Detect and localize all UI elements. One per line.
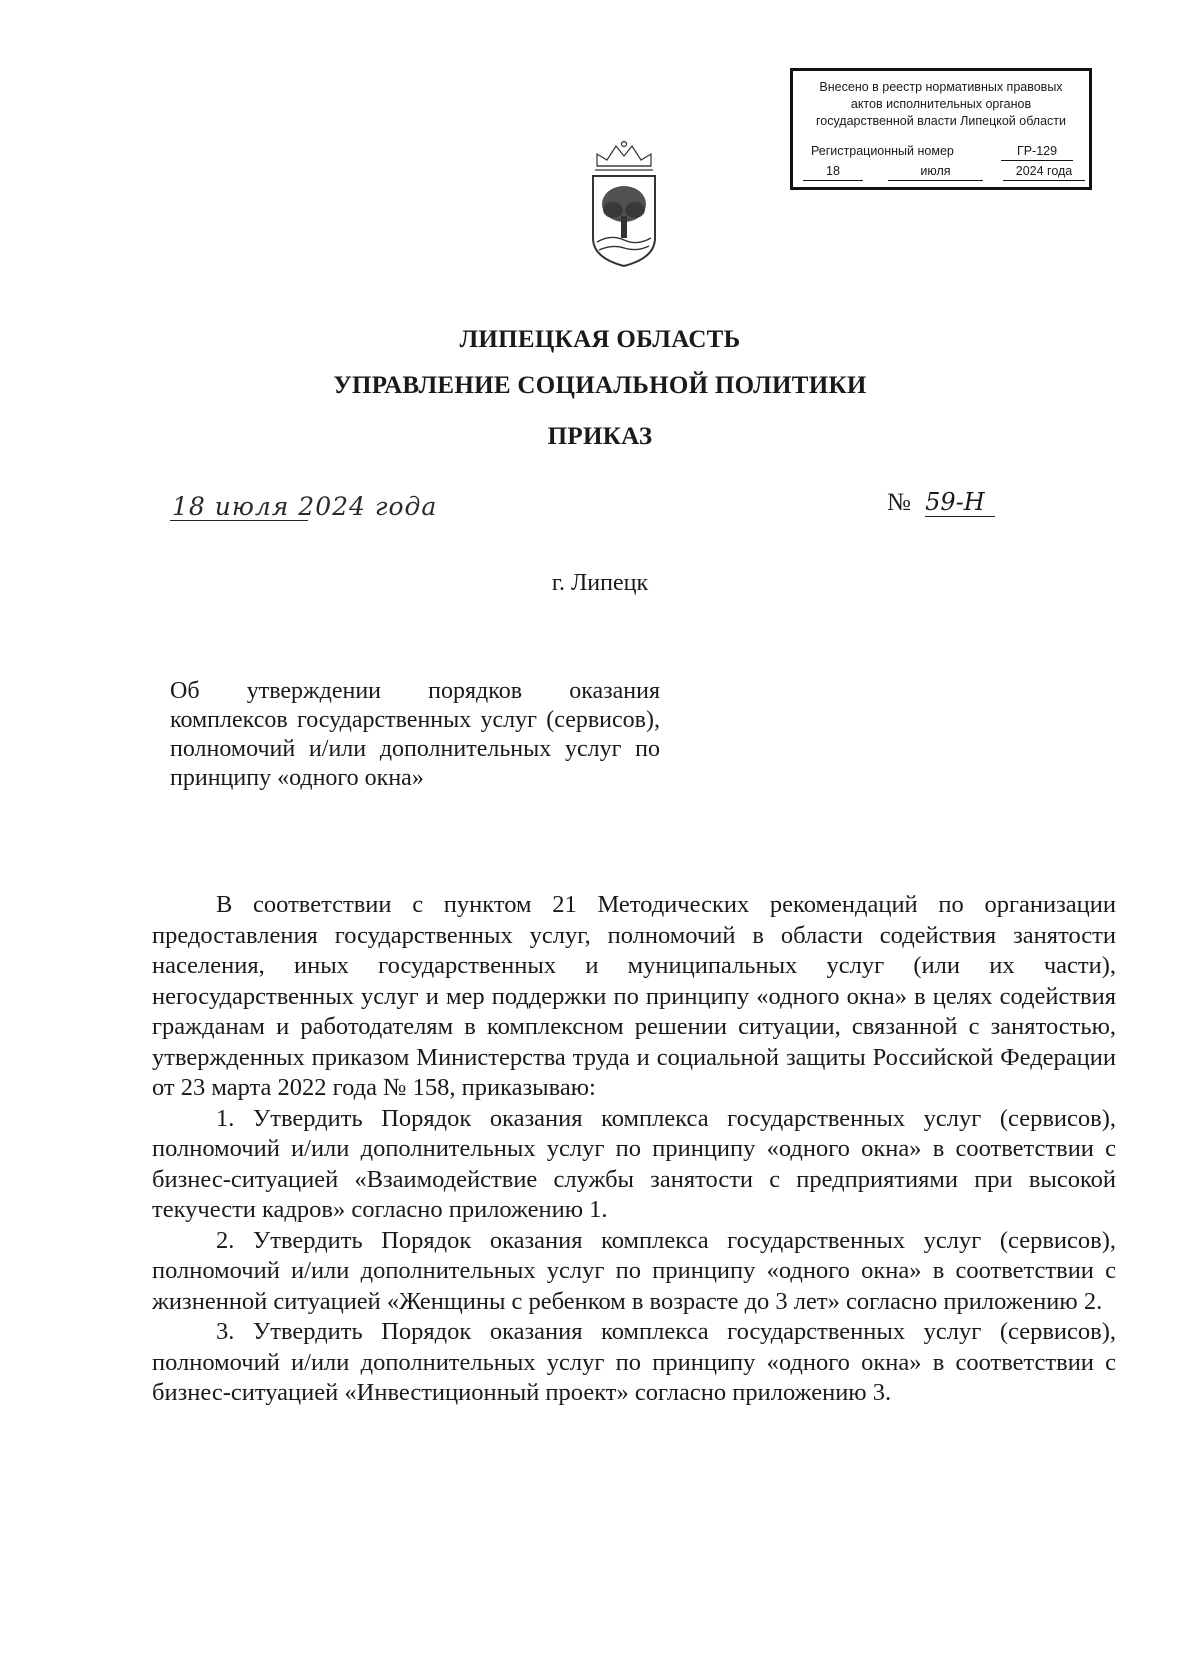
order-item-1: 1. Утвердить Порядок оказания комплекса государственных услуг (сервисов), полномочий и/или дополнительных услуг по принципу «одного окна» в соответствии с бизнес-ситуацией «Взаимодействие службы занятости с предприятиями при высокой текучести кадров» согласно приложению 1. [152, 1104, 1116, 1223]
order-subject: Об утверждении порядков оказания комплексов государственных услуг (сервисов), полномочий и/или дополнительных услуг по принципу «одного окна» [170, 678, 660, 791]
number-sign: № [887, 489, 911, 516]
stamp-line: Внесено в реестр нормативных правовых [819, 80, 1063, 94]
stamp-date-day: 18 [803, 163, 863, 181]
stamp-registration-label: Регистрационный номер [811, 144, 954, 158]
stamp-date-row [803, 163, 1085, 180]
order-date-underline [170, 520, 308, 521]
order-number-handwritten: 59-Н [925, 488, 995, 517]
stamp-line: государственной власти Липецкой области [815, 114, 1067, 128]
stamp-date-month: июля [888, 163, 983, 181]
order-date-handwritten: 18 июля 2024 года [172, 492, 438, 521]
order-item-2: 2. Утвердить Порядок оказания комплекса государственных услуг (сервисов), полномочий и/или дополнительных услуг по принципу «одного окна» в соответствии с жизненной ситуацией «Женщины с ребенком в возрасте до 3 лет» согласно приложению 2. [152, 1226, 1116, 1315]
stamp-registration-row [811, 143, 1083, 160]
stamp-line: актов исполнительных органов [850, 97, 1032, 111]
stamp-registration-number: ГР-129 [1001, 143, 1073, 161]
coat-of-arms-emblem [583, 138, 665, 270]
registry-stamp [790, 68, 1092, 190]
stamp-date-year: 2024 года [1003, 163, 1085, 181]
city-name: г. Липецк [551, 570, 649, 596]
order-number [887, 488, 995, 517]
order-item-3: 3. Утвердить Порядок оказания комплекса государственных услуг (сервисов), полномочий и/или дополнительных услуг по принципу «одного окна» в соответствии с бизнес-ситуацией «Инвестиционный проект» согласно приложению 3. [152, 1318, 1116, 1406]
region-title: ЛИПЕЦКАЯ ОБЛАСТЬ [459, 326, 741, 353]
order-body [152, 890, 1116, 1409]
department-title: УПРАВЛЕНИЕ СОЦИАЛЬНОЙ ПОЛИТИКИ [333, 372, 867, 399]
order-preamble: В соответствии с пунктом 21 Методических рекомендаций по организации предоставления государственных услуг, полномочий в области содействия занятости населения, иных государственных и муниципальных услуг (или их части), негосударственных услуг и мер поддержки по принципу «одного окна» в целях содействия гражданам и работодателям в комплексном решении ситуации, связанной с занятостью, утвержденных приказом Министерства труда и социальной защиты Российской Федерации от 23 марта 2022 года № 158, приказываю: [152, 891, 1116, 1101]
document-type-title: ПРИКАЗ [547, 423, 653, 450]
